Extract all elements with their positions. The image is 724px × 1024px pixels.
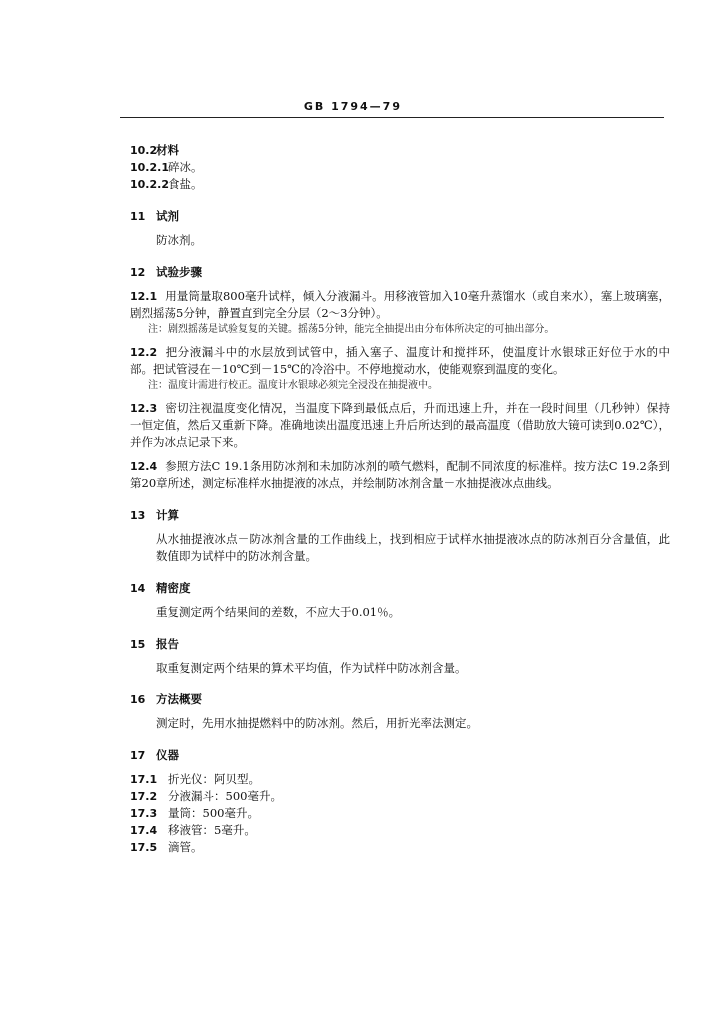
section-title: 计算	[156, 508, 179, 522]
paragraph-12-4	[130, 458, 670, 492]
note-12-1: 注：剧烈摇荡是试验复复的关键。摇荡5分钟，能完全抽提出由分布体所决定的可抽出部分。	[148, 324, 555, 335]
section-title: 试剂	[156, 209, 179, 223]
item-number: 12.2	[130, 346, 158, 359]
item-text: 碎冰。	[168, 160, 203, 174]
section-title: 材料	[156, 143, 179, 157]
section-number: 15	[130, 638, 146, 651]
item-text: 参照方法C 19.1条用防冰剂和未加防冰剂的喷气燃料，配制不同浓度的标准样。按方法C 19.2条到第20章所述，测定标准样水抽提液的冰点，并绘制防冰剂含量－水抽提液冰点曲线。	[130, 459, 670, 490]
paragraph-12-2	[130, 344, 670, 378]
paragraph-12-1	[130, 288, 670, 322]
section-number: 12	[130, 266, 146, 279]
section-title: 试验步骤	[156, 265, 202, 279]
section-17	[130, 747, 670, 764]
section-title: 精密度	[156, 581, 191, 595]
item-17-5	[130, 839, 670, 856]
section-number: 17	[130, 749, 146, 762]
item-number: 17.5	[130, 841, 158, 854]
section-15	[130, 636, 670, 653]
section-15-body: 取重复测定两个结果的算术平均值，作为试样中防冰剂含量。	[156, 661, 467, 675]
document-body	[130, 135, 670, 856]
section-number: 13	[130, 509, 146, 522]
section-16-body: 测定时，先用水抽提燃料中的防冰剂。然后，用折光率法测定。	[156, 716, 478, 730]
item-17-3	[130, 805, 670, 822]
item-text: 分液漏斗：500毫升。	[168, 789, 282, 803]
paragraph-12-3	[130, 400, 670, 451]
item-17-1	[130, 771, 670, 788]
item-text: 量筒：500毫升。	[168, 806, 259, 820]
item-text: 用量筒量取800毫升试样，倾入分液漏斗。用移液管加入10毫升蒸馏水（或自来水），塞上玻璃塞，剧烈摇荡5分钟，静置直到完全分层（2～3分钟）。	[130, 289, 670, 320]
section-11-body: 防冰剂。	[156, 233, 202, 247]
section-11	[130, 208, 670, 225]
item-number: 10.2.2	[130, 178, 169, 191]
item-text: 移液管：5毫升。	[168, 823, 256, 837]
section-title: 仪器	[156, 748, 179, 762]
item-text: 滴管。	[168, 840, 203, 854]
item-text: 折光仪：阿贝型。	[168, 772, 260, 786]
item-text: 把分液漏斗中的水层放到试管中，插入塞子、温度计和搅拌环，使温度计水银球正好位于水的中部。把试管浸在－10℃到－15℃的冷浴中。不停地搅动水，使能观察到温度的变化。	[130, 345, 670, 376]
item-number: 17.2	[130, 790, 158, 803]
section-16	[130, 691, 670, 708]
item-10-2-1	[130, 159, 670, 176]
item-number: 12.4	[130, 460, 158, 473]
page-header	[0, 100, 664, 113]
section-10-2	[130, 142, 670, 159]
standard-number: GB 1794—79	[303, 100, 402, 113]
section-13-body: 从水抽提液冰点－防冰剂含量的工作曲线上，找到相应于试样水抽提液冰点的防冰剂百分含量值，此数值即为试样中的防冰剂含量。	[156, 532, 670, 563]
item-number: 17.3	[130, 807, 158, 820]
section-number: 11	[130, 210, 146, 223]
section-number: 10.2	[130, 144, 158, 157]
item-number: 17.1	[130, 773, 158, 786]
section-13	[130, 507, 670, 524]
item-number: 12.1	[130, 290, 158, 303]
item-text: 密切注视温度变化情况，当温度下降到最低点后，升而迅速上升，并在一段时间里（几秒钟）保持一恒定值，然后又重新下降。准确地读出温度迅速上升后所达到的最高温度（借助放大镜可读到0.02℃），并作为冰点记录下来。	[130, 401, 670, 449]
item-number: 12.3	[130, 402, 158, 415]
section-14-body: 重复测定两个结果间的差数，不应大于0.01％。	[156, 605, 401, 619]
section-14	[130, 580, 670, 597]
item-number: 17.4	[130, 824, 158, 837]
item-10-2-2	[130, 176, 670, 193]
section-title: 方法概要	[156, 692, 202, 706]
section-title: 报告	[156, 637, 179, 651]
item-text: 食盐。	[168, 177, 203, 191]
section-number: 14	[130, 582, 146, 595]
section-12	[130, 264, 670, 281]
item-number: 10.2.1	[130, 161, 169, 174]
item-17-2	[130, 788, 670, 805]
section-number: 16	[130, 693, 146, 706]
item-17-4	[130, 822, 670, 839]
note-12-2: 注：温度计需进行校正。温度计水银球必须完全浸没在抽提液中。	[148, 380, 438, 391]
header-rule	[120, 117, 664, 118]
